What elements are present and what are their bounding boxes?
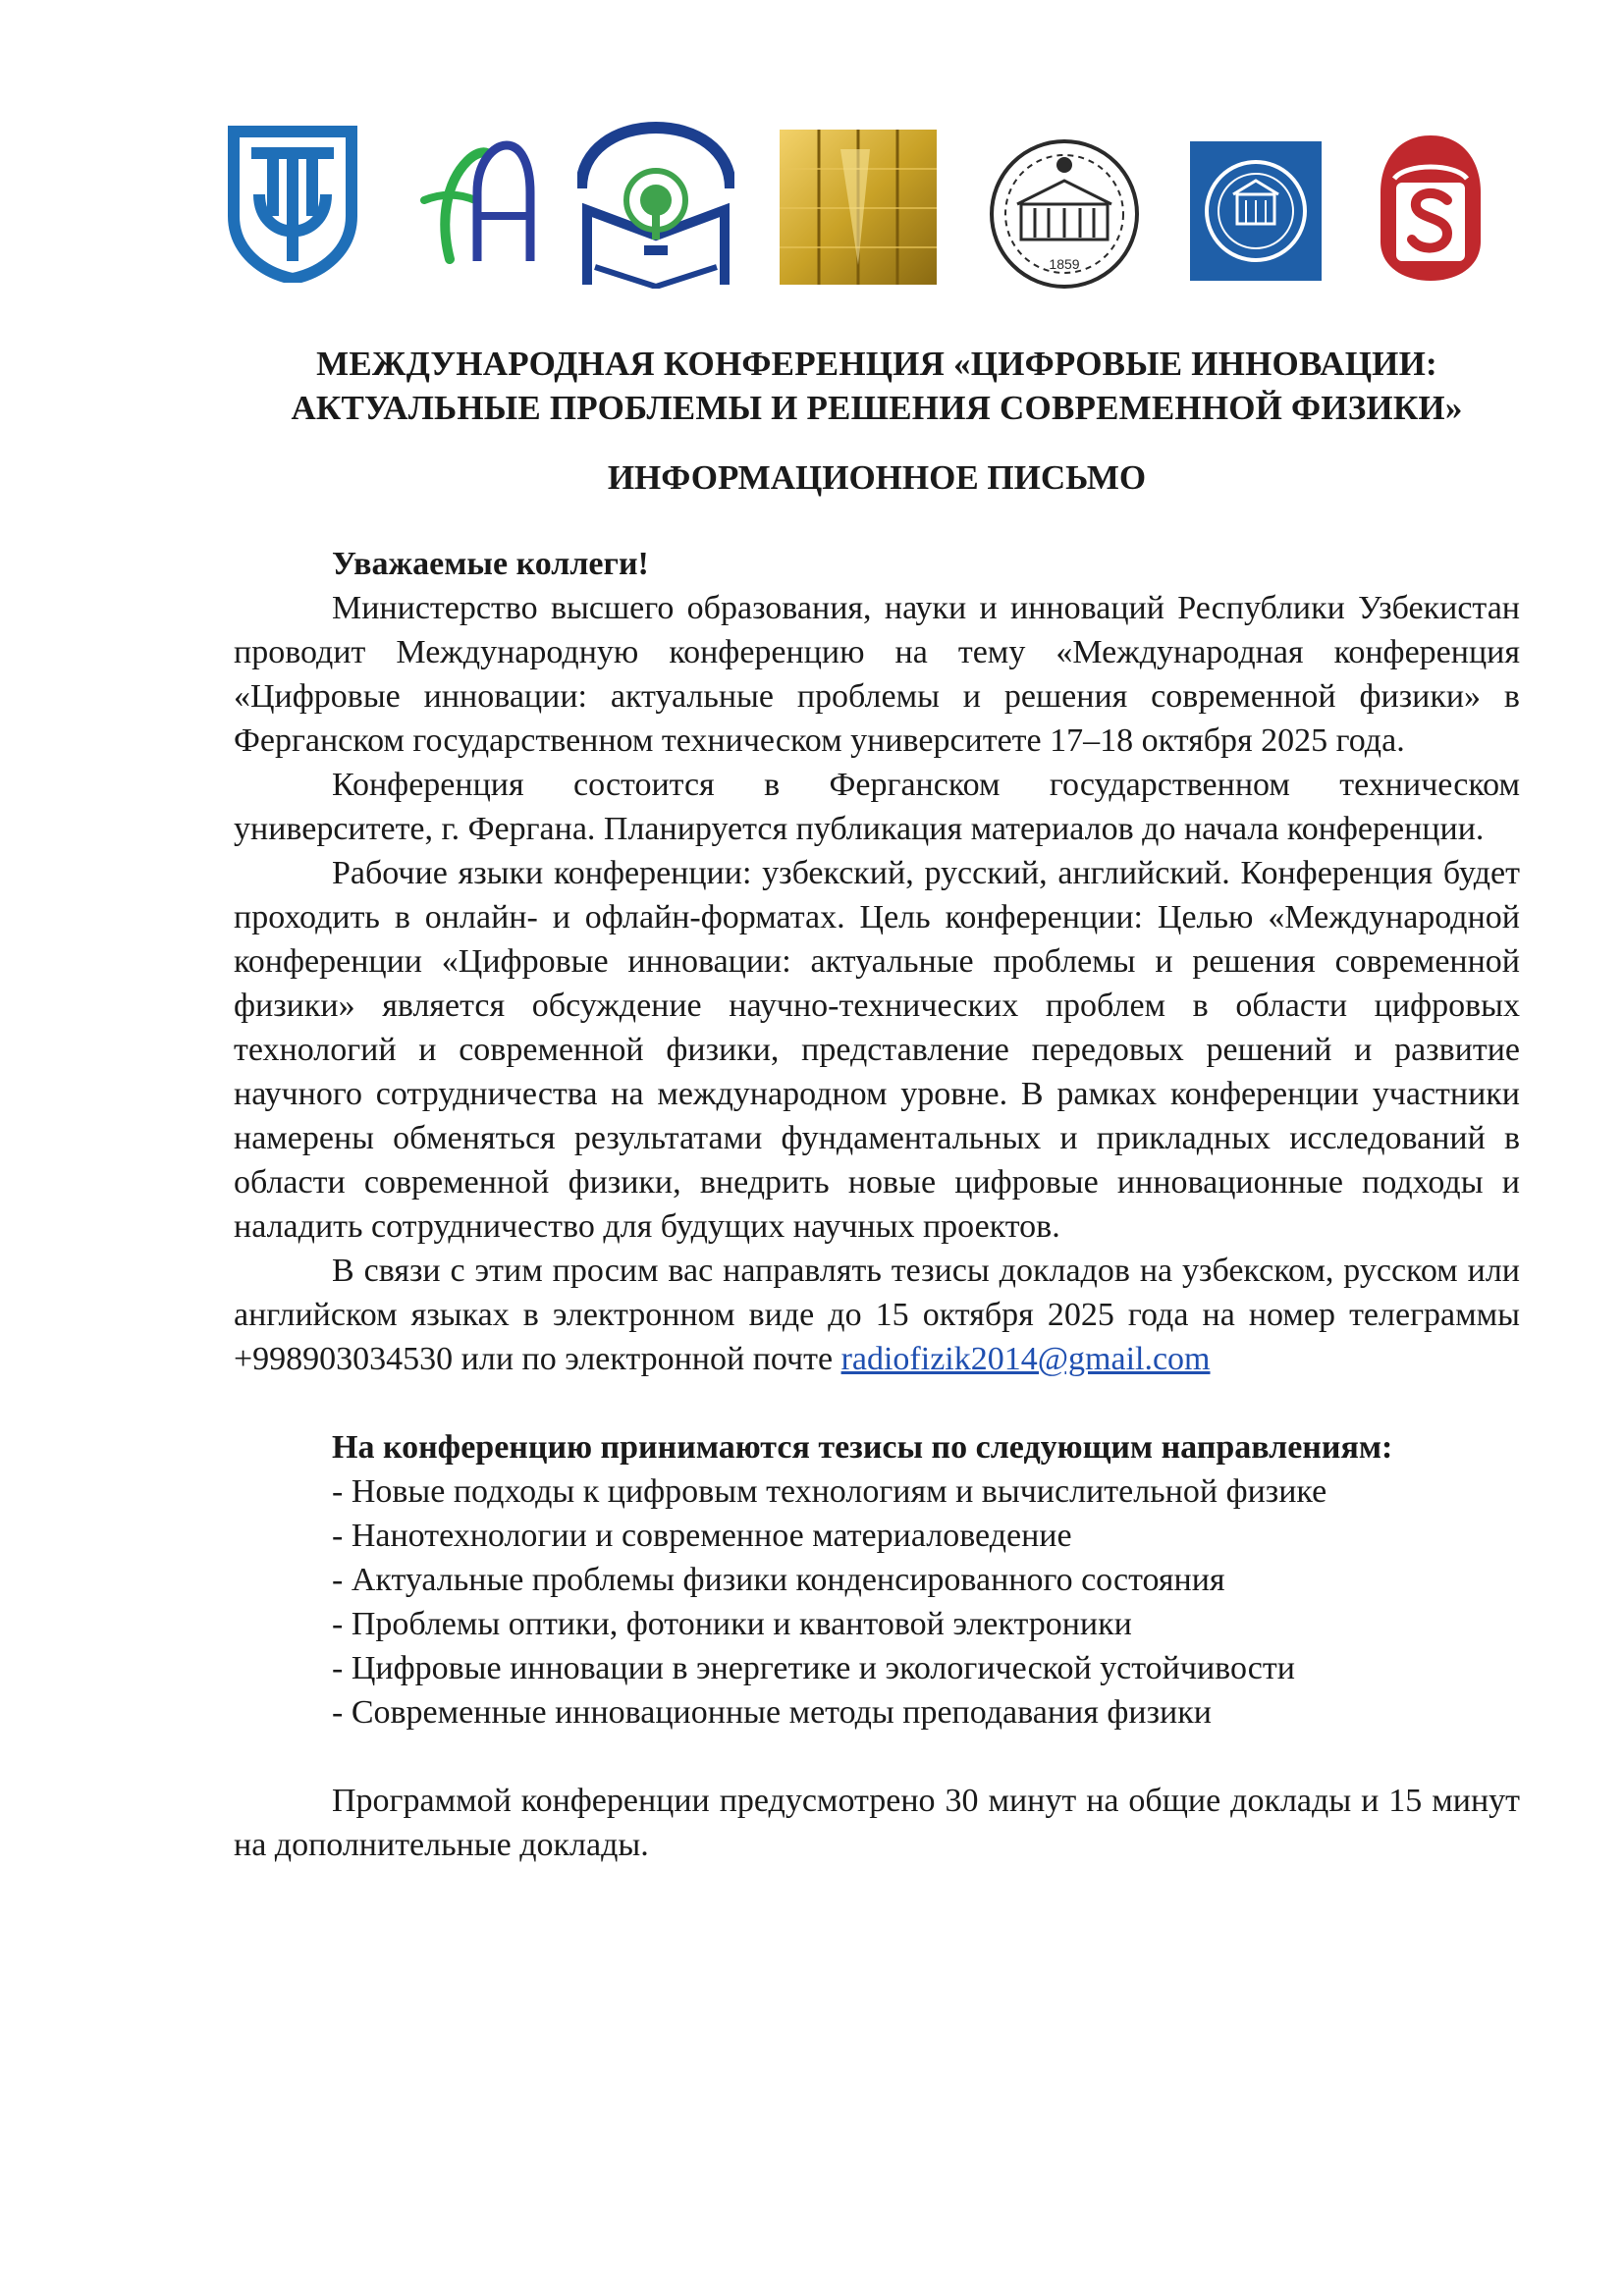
paragraph-intro: Министерство высшего образования, науки и инноваций Республики Узбекистан проводит Международную конференцию на тему «Международная конференция «Цифровые инновации: актуальные проблемы и решения современной физики» в Ферганском государственном техническом университете 17–18 октября 2025 года. (234, 590, 1520, 759)
email-link[interactable]: radiofizik2014@gmail.com (840, 1341, 1211, 1377)
greeting: Уважаемые коллеги! (332, 546, 649, 582)
letter-body (234, 542, 1520, 1867)
university-1859-seal (982, 135, 1147, 293)
paragraph-program: Программой конференции предусмотрено 30 минут на общие доклады и 15 минут на дополнительные доклады. (234, 1783, 1520, 1863)
direction-item: - Проблемы оптики, фотоники и квантовой электроники (332, 1606, 1132, 1642)
red-s-crest-logo (1377, 132, 1485, 285)
title-line-2: АКТУАЛЬНЫЕ ПРОБЛЕМЫ И РЕШЕНИЯ СОВРЕМЕННОЙ ФИЗИКИ» (291, 389, 1463, 427)
submission-text: В связи с этим просим вас направлять тезисы докладов на узбекском, русском или английском языках в электронном виде до 15 октября 2025 года на номер телеграммы +998903034530 или по электронной почте (234, 1253, 1520, 1377)
paragraph-submission (234, 1249, 1520, 1381)
direction-item: - Цифровые инновации в энергетике и экологической устойчивости (332, 1650, 1295, 1686)
chinese-university-logo (1190, 141, 1322, 281)
fergana-polytechnic-logo (577, 120, 734, 289)
conference-title (234, 342, 1520, 430)
directions-list (234, 1469, 1520, 1735)
direction-item: - Актуальные проблемы физики конденсированного состояния (332, 1562, 1225, 1598)
letter-subtitle: ИНФОРМАЦИОННОЕ ПИСЬМО (607, 458, 1147, 497)
spacer (234, 1735, 1520, 1779)
directions-heading: На конференцию принимаются тезисы по следующим направлениям: (332, 1429, 1393, 1466)
paragraph-venue: Конференция состоится в Ферганском государственном техническом университете, г. Фергана. Планируется публикация материалов до начала конференции. (234, 767, 1520, 847)
direction-item: - Новые подходы к цифровым технологиям и вычислительной физике (332, 1473, 1327, 1510)
svg-text:1859: 1859 (1049, 256, 1080, 272)
title-line-1: МЕЖДУНАРОДНАЯ КОНФЕРЕНЦИЯ «ЦИФРОВЫЕ ИННОВАЦИИ: (316, 345, 1437, 383)
direction-item: - Нанотехнологии и современное материаловедение (332, 1518, 1072, 1554)
gold-tiles-logo (780, 130, 937, 285)
direction-item: - Современные инновационные методы преподавания физики (332, 1694, 1212, 1731)
spacer (234, 1381, 1520, 1425)
paragraph-goals: Рабочие языки конференции: узбекский, русский, английский. Конференция будет проходить в онлайн- и офлайн-форматах. Цель конференции: Целью «Международной конференции «Цифровые инновации: актуальные проблемы и решения современной физики» является обсуждение научно-технических проблем в области цифровых технологий и современной физики, представление передовых решений и развитие научного сотрудничества на международном уровне. В рамках конференции участники намерены обменяться результатами фундаментальных и прикладных исследований в области современной физики, внедрить новые цифровые инновационные подходы и наладить сотрудничество для будущих научных проектов. (234, 855, 1520, 1245)
tuit-shield-logo (228, 126, 357, 283)
fa-logo (410, 133, 540, 271)
logos-row (228, 120, 1494, 296)
